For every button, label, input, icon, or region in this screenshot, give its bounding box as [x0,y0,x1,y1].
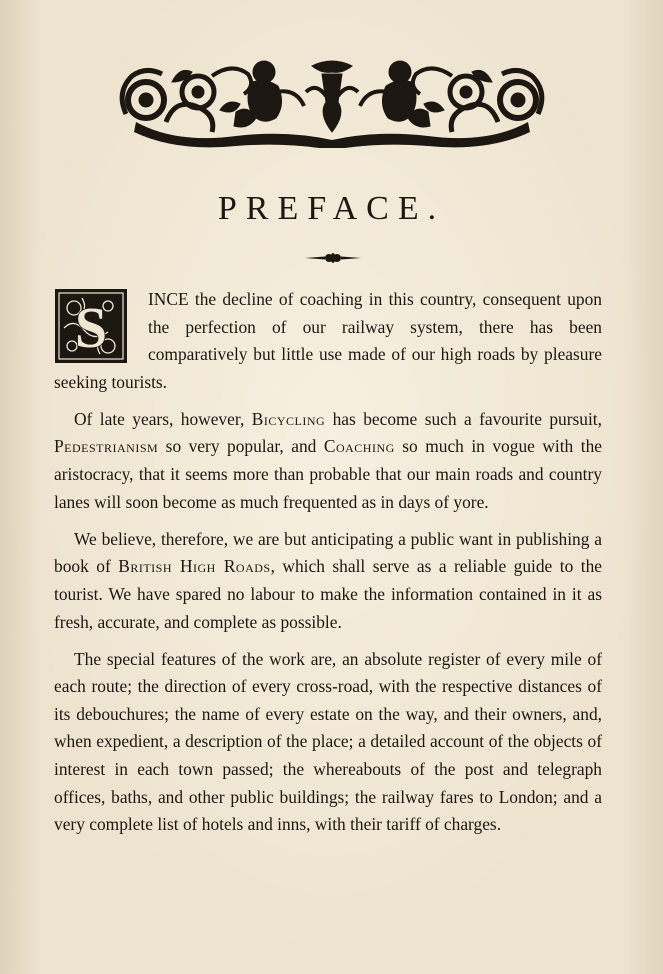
term-bicycling: Bicycling [251,408,326,429]
paragraph-3-text-a: We believe, therefore, we are but anticipating a public want in publishing a book of [54,528,602,577]
paragraph-3-text-b: , which shall serve as a reliable guide to the tourist. We have spared no labour to make the information contained in it as fresh, accurate, and complete as possible. [54,556,602,632]
ornamental-rule-icon [305,252,361,264]
preface-text [54,286,602,848]
paragraph-1-lead: INCE [148,289,189,309]
cherub-scroll-headpiece-icon [116,52,548,148]
term-coaching: Coaching [323,436,395,457]
paragraph-3 [54,526,602,636]
dropcap-letter: S [74,295,108,360]
page-title: PREFACE. [217,190,446,227]
paragraph-1-text: the decline of coaching in this country, consequent upon the perfection of our railway system, there has been comparatively but little use made of our high roads by pleasure seeking tourists. [54,289,602,392]
paragraph-2-text-c: so very popular, and [158,436,324,457]
paragraph-2-text-b: has become such a favourite pursuit, [325,408,602,429]
paragraph-1 [54,286,602,396]
paragraph-2-text-a: Of late years, however, [74,408,252,429]
paragraph-2 [54,406,602,516]
book-title-british-high-roads: British High Roads [118,556,271,577]
paragraph-4: The special features of the work are, an absolute register of every mile of each route; the direction of every cross-road, with the respective distances of its debouchures; the name of every estate on the way, and their owners, and, when expedient, a description of the place; a detailed account of the objects of interest in each town passed; the whereabouts of the post and telegraph offices, baths, and other public buildings; the railway fares to London; and a very complete list of hotels and inns, with their tariff of charges. [54,648,602,835]
floral-dropcap-S-icon [54,288,128,364]
paragraph-2-text-d: so much in vogue with the aristocracy, that it seems more than probable that our main roads and country lanes will soon become as much frequented as in days of yore. [54,436,602,512]
term-pedestrianism: Pedestrianism [54,436,159,457]
